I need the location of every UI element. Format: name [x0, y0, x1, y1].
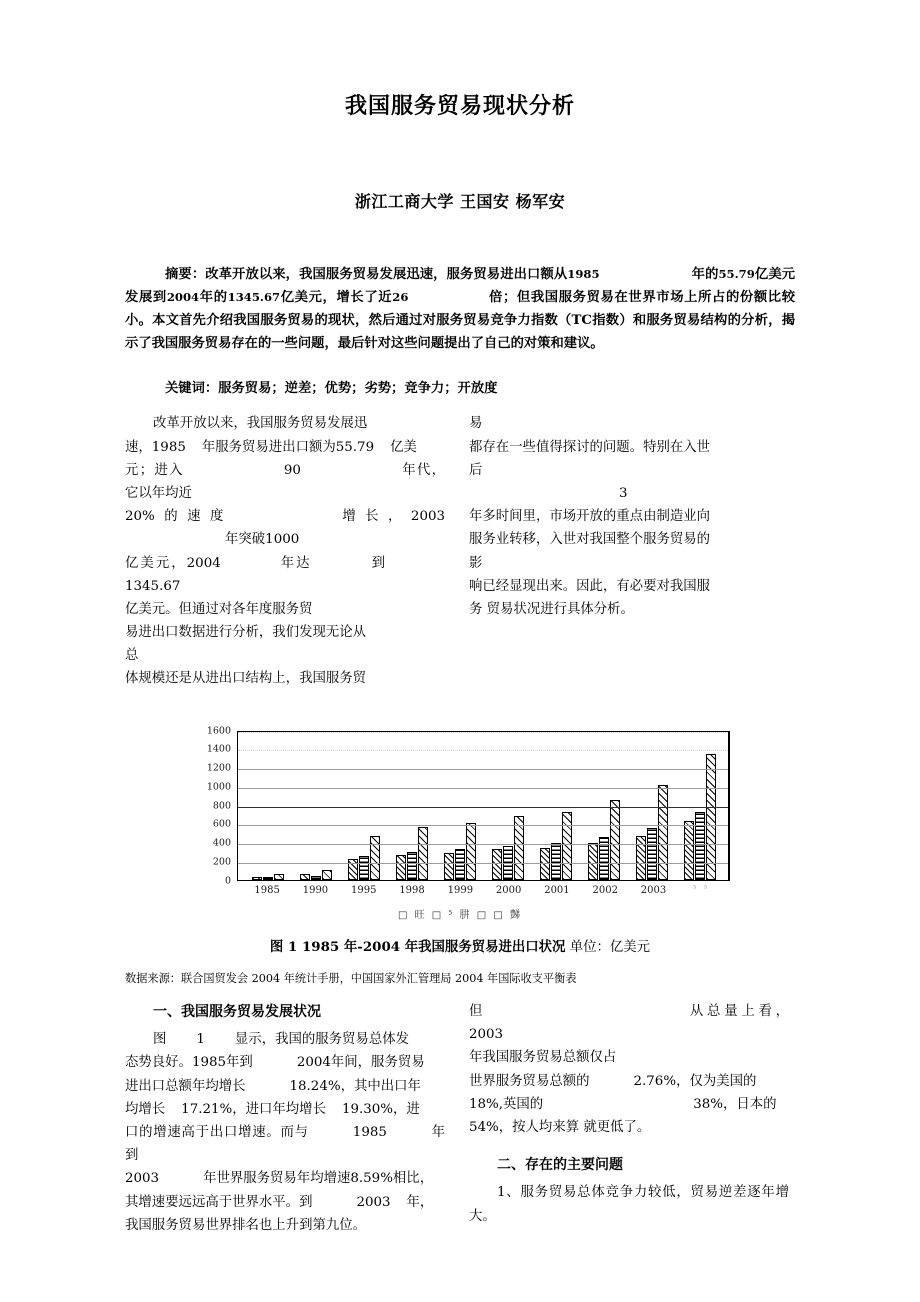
intro-columns: [125, 400, 795, 690]
bar-2003-出口: [636, 836, 646, 880]
figure-caption: [125, 921, 795, 958]
x-axis-labels: [237, 881, 730, 896]
s1-p3-a: 进出口总额年均增长: [125, 1078, 246, 1094]
figure-source: 数据来源：联合国贸发会 2004 年统计手册，中国国家外汇管理局 2004 年国际收支平衡表: [125, 972, 577, 986]
intro-right-column: [469, 412, 789, 690]
bar-group-1985: [244, 732, 292, 880]
section-two-heading: 二、存在的主要问题: [497, 1157, 623, 1174]
intro-l5-val: 1345.67: [125, 578, 181, 594]
section-two-paragraph: [469, 1000, 789, 1139]
abstract-line1-b: 年的: [691, 267, 719, 283]
gridline-1000: [238, 788, 728, 789]
intro-r5: 服务业转移，入世对我国整个服务贸易的: [469, 532, 711, 548]
bar-2004-进口: [695, 812, 705, 880]
bar-1999-进口: [455, 849, 465, 880]
s1-p4-b: ，进口年均增长: [232, 1101, 326, 1117]
gridline-800: [238, 807, 728, 808]
intro-l2-val: 55.79: [335, 439, 375, 455]
x-tick-2003: 2003: [640, 884, 667, 896]
chart-legend: □ 旺 □ ⁵ 肼 □ □ 豑: [397, 909, 523, 921]
x-tick-1990: 1990: [302, 884, 329, 896]
intro-r4: 年多时间里，市场开放的重点由制造业向: [469, 509, 711, 525]
x-tick-2001: 2001: [544, 884, 570, 896]
abstract-rest: 占的份额比较小。本文首先介绍我国服务贸易的现状，然后通过对服务贸易竞争力指数（TC指数）和服务贸易结构的分析，揭示了我国服务贸易存在的一些问题，最后针对这些问题提出了自己的对策和建议。: [125, 290, 796, 351]
bar-2001-出口: [540, 848, 550, 879]
intro-l5-c: 到: [369, 555, 388, 571]
figure-caption-unit: 单位：亿美元: [569, 939, 651, 955]
x-tick-1999: 1999: [447, 884, 474, 896]
intro-l1: 改革开放以来，我国服务贸易发展迅: [153, 416, 368, 432]
y-axis-labels: [190, 725, 234, 887]
section-one-heading: 一、我国服务贸易发展状况: [153, 1004, 321, 1021]
s1-p6-a: 2003: [125, 1171, 160, 1187]
intro-r3-num: 3: [619, 485, 628, 501]
x-tick-1998: 1998: [399, 884, 425, 896]
bar-1985-总额: [274, 874, 284, 879]
keywords-block: [125, 356, 795, 401]
s1-p7-num: 2003: [356, 1194, 391, 1210]
bar-1990-总额: [322, 870, 332, 879]
intro-r7: 响已经显现出来。因此，有必要对我国服: [469, 578, 711, 594]
bar-1990-出口: [300, 874, 310, 879]
y-tick-800: 800: [212, 800, 231, 812]
intro-l3-a: 元；进入: [125, 462, 184, 478]
bar-2002-进口: [599, 837, 609, 880]
bar-1998-进口: [407, 852, 417, 879]
abstract-label: 摘要：: [165, 267, 206, 283]
page-title: 我国服务贸易现状分析: [344, 93, 575, 119]
bar-group-1990: [292, 732, 340, 880]
abstract-block: [125, 212, 795, 355]
s1-p5-b: 年到: [125, 1125, 446, 1164]
bar-2001-总额: [562, 812, 572, 880]
x-tick-1995: 1995: [351, 884, 377, 896]
gridline-600: [238, 825, 728, 826]
abstract-year-1985: 1985: [567, 267, 600, 282]
s2-r5-b: ，按人均来算 就更低了。: [498, 1119, 651, 1135]
y-tick-200: 200: [212, 856, 231, 868]
y-tick-1600: 1600: [206, 725, 231, 737]
bar-1985-出口: [252, 877, 262, 879]
intro-l4-c: 年突破: [225, 532, 266, 548]
bar-group-2002: [580, 732, 628, 880]
s1-p2-a: 态势良好。: [125, 1055, 192, 1071]
abstract-value-134567: 1345.67: [227, 290, 281, 305]
s1-p5-num: 1985: [352, 1125, 387, 1140]
s1-p2-c: 年间，服务贸易: [330, 1055, 425, 1071]
bar-1990-进口: [311, 876, 321, 880]
bar-1999-出口: [444, 853, 454, 879]
intro-l4-val: 1000: [265, 532, 300, 548]
section-one-column: [125, 1000, 445, 1237]
bar-group-2001: [532, 732, 580, 880]
s1-p6-c: 相比，: [392, 1171, 434, 1187]
bar-2002-出口: [588, 843, 598, 880]
abstract-line1-a: 改革开放以来，我国服务贸易发展迅速，服务贸易进出口额从: [205, 267, 568, 283]
intro-l4-b: 增长，: [332, 509, 411, 525]
s1-p1-b: 显示，我国的服务贸易总体发: [234, 1032, 409, 1048]
bar-group-1998: [388, 732, 436, 880]
abstract-year-2004: 2004: [166, 290, 200, 305]
s2-r4-a: 18%,英国的: [469, 1096, 544, 1112]
s2-r2: 年我国服务贸易总额仅占: [469, 1050, 617, 1066]
bar-group-1995: [340, 732, 388, 880]
bar-2002-总额: [610, 800, 620, 880]
author-affiliation: 浙江工商大学 王国安 杨军安: [354, 192, 566, 212]
bar-1985-进口: [263, 877, 273, 880]
intro-r8: 务 贸易状况进行具体分析。: [469, 601, 634, 617]
intro-l2-year: 1985: [151, 439, 186, 455]
bar-1999-总额: [466, 823, 476, 880]
bar-group-2003: [628, 732, 676, 880]
gridline-1400: [238, 750, 728, 751]
abstract-line2-a: 亿美元发展到: [125, 267, 796, 306]
bar-groups: [238, 732, 728, 880]
intro-left-p: [125, 412, 445, 690]
body-columns: [125, 988, 795, 1237]
intro-l7: 易进出口数据进行分析，我们发现无论从: [125, 625, 367, 641]
x-tick-2002: 2002: [592, 884, 618, 896]
x-tick-2004: ⁵ ⁵: [693, 884, 711, 893]
x-tick-1985: 1985: [254, 884, 280, 896]
keywords-value: 服务贸易；逆差；优势；劣势；竞争力；开放度: [218, 380, 498, 396]
s2-r1-num: 2003: [469, 1027, 504, 1043]
s1-p4-c: ，进: [393, 1101, 420, 1117]
intro-r2: 都存在一些值得探讨的问题。特别在入世: [469, 439, 711, 455]
intro-l4-a: 20%的速度: [125, 509, 233, 525]
intro-l6: 亿美元。但通过对各年度服务贸: [125, 601, 313, 617]
gridline-1600: [238, 732, 728, 733]
y-tick-600: 600: [212, 818, 231, 830]
intro-l3-b: 年代，它以年均近: [125, 462, 446, 501]
section-two-item-1: 1、服务贸易总体竞争力较低，贸易逆差逐年增大。: [469, 1185, 789, 1224]
s1-p6-num: 8.59%: [350, 1171, 393, 1187]
s1-p2-year: 1985: [191, 1055, 227, 1071]
s1-p2-b: 年到: [226, 1055, 253, 1071]
s1-p4-num2: 19.30%: [341, 1101, 394, 1117]
section-two-column: [469, 1000, 789, 1237]
s1-p3-num: 18.24%: [289, 1078, 341, 1094]
figure-1: [125, 691, 795, 921]
bar-1995-进口: [359, 856, 369, 879]
gridline-400: [238, 844, 728, 845]
intro-left-column: [125, 412, 445, 690]
abstract-value-26: 26: [392, 290, 409, 305]
abstract-line2-c: 亿美元，增长了近: [280, 290, 393, 306]
intro-r3-a: 后: [469, 462, 589, 478]
s2-r3-a: 世界服务贸易总额的: [469, 1073, 590, 1089]
s2-r1-b: 从总量上看，: [686, 1004, 790, 1020]
s1-p1-num: 1: [196, 1032, 205, 1048]
gridline-200: [238, 863, 728, 864]
s1-p1-a: 图: [153, 1032, 167, 1048]
s2-r3-b: ，仅为美国的: [676, 1073, 757, 1089]
bar-1998-出口: [396, 855, 406, 880]
s1-p4-a: 均增长: [125, 1101, 166, 1117]
s2-r1-a: 但: [469, 1004, 487, 1020]
intro-l2-b: 年服务贸易进出口额为: [201, 439, 336, 455]
y-tick-1000: 1000: [206, 781, 231, 793]
intro-l4-year: 2003: [410, 509, 445, 525]
intro-l8: 总: [125, 648, 139, 664]
intro-l5-year: 2004: [186, 555, 221, 571]
y-tick-1400: 1400: [206, 743, 231, 755]
abstract-line2-b: 年的: [199, 290, 228, 306]
chart-plot-area: [237, 731, 730, 881]
intro-l3-num: 90: [283, 462, 301, 478]
intro-l2-a: 速，: [125, 439, 152, 455]
figure-caption-main: 图 1 1985 年-2004 年我国服务贸易进出口状况: [269, 938, 566, 955]
bar-group-2000: [484, 732, 532, 880]
intro-l5-b: 年达: [278, 555, 312, 571]
s1-p6-b: 年世界服务贸易年均增速: [203, 1171, 351, 1187]
s2-r3-num: 2.76%: [633, 1073, 677, 1089]
bar-2001-进口: [551, 843, 561, 880]
y-tick-1200: 1200: [206, 762, 231, 774]
s1-p7-a: 其增速要远远高于世界水平。到: [125, 1194, 313, 1210]
bar-group-1999: [436, 732, 484, 880]
intro-right-p: [469, 412, 789, 621]
intro-r1: 易: [469, 416, 483, 432]
bar-2004-总额: [706, 754, 716, 880]
bar-1998-总额: [418, 827, 428, 879]
intro-l5-a: 亿美元，: [125, 555, 187, 571]
intro-l2-c: 亿美: [390, 439, 417, 455]
bar-chart: [190, 725, 730, 921]
bar-2000-出口: [492, 849, 502, 879]
bar-2003-总额: [658, 785, 668, 880]
bar-2004-出口: [684, 821, 694, 880]
s1-p3-b: ，其中出口年: [340, 1078, 421, 1094]
intro-l9: 体规模还是从进出口结构上，我国服务贸: [125, 671, 367, 687]
intro-r6: 影: [469, 555, 483, 571]
s1-p2-year2: 2004: [296, 1055, 331, 1071]
bar-1995-总额: [370, 836, 380, 880]
s1-p5-a: 口的增速高于出口增速。而与: [125, 1125, 309, 1140]
y-tick-0: 0: [224, 875, 231, 887]
s1-p4-num: 17.21%: [181, 1101, 233, 1117]
keywords-label: 关键词：: [165, 380, 219, 396]
gridline-1200: [238, 769, 728, 770]
s1-p7-b: 年，: [406, 1194, 434, 1210]
bar-2003-进口: [647, 828, 657, 880]
s1-p8: 我国服务贸易世界排名也上升到第九位。: [125, 1217, 367, 1233]
section-one-paragraph: [125, 1028, 445, 1237]
s2-r4-b: ，日本的: [722, 1096, 777, 1112]
x-tick-2000: 2000: [495, 884, 522, 896]
s2-r5-a: 54%: [469, 1119, 499, 1135]
s2-r4-num: 38%: [693, 1096, 723, 1112]
y-tick-400: 400: [212, 837, 231, 849]
bar-group-2004: [676, 732, 724, 880]
abstract-line2-d: 倍；但我国服务贸易在世界市场上所: [488, 290, 713, 306]
abstract-value-5579: 55.79: [718, 267, 755, 282]
